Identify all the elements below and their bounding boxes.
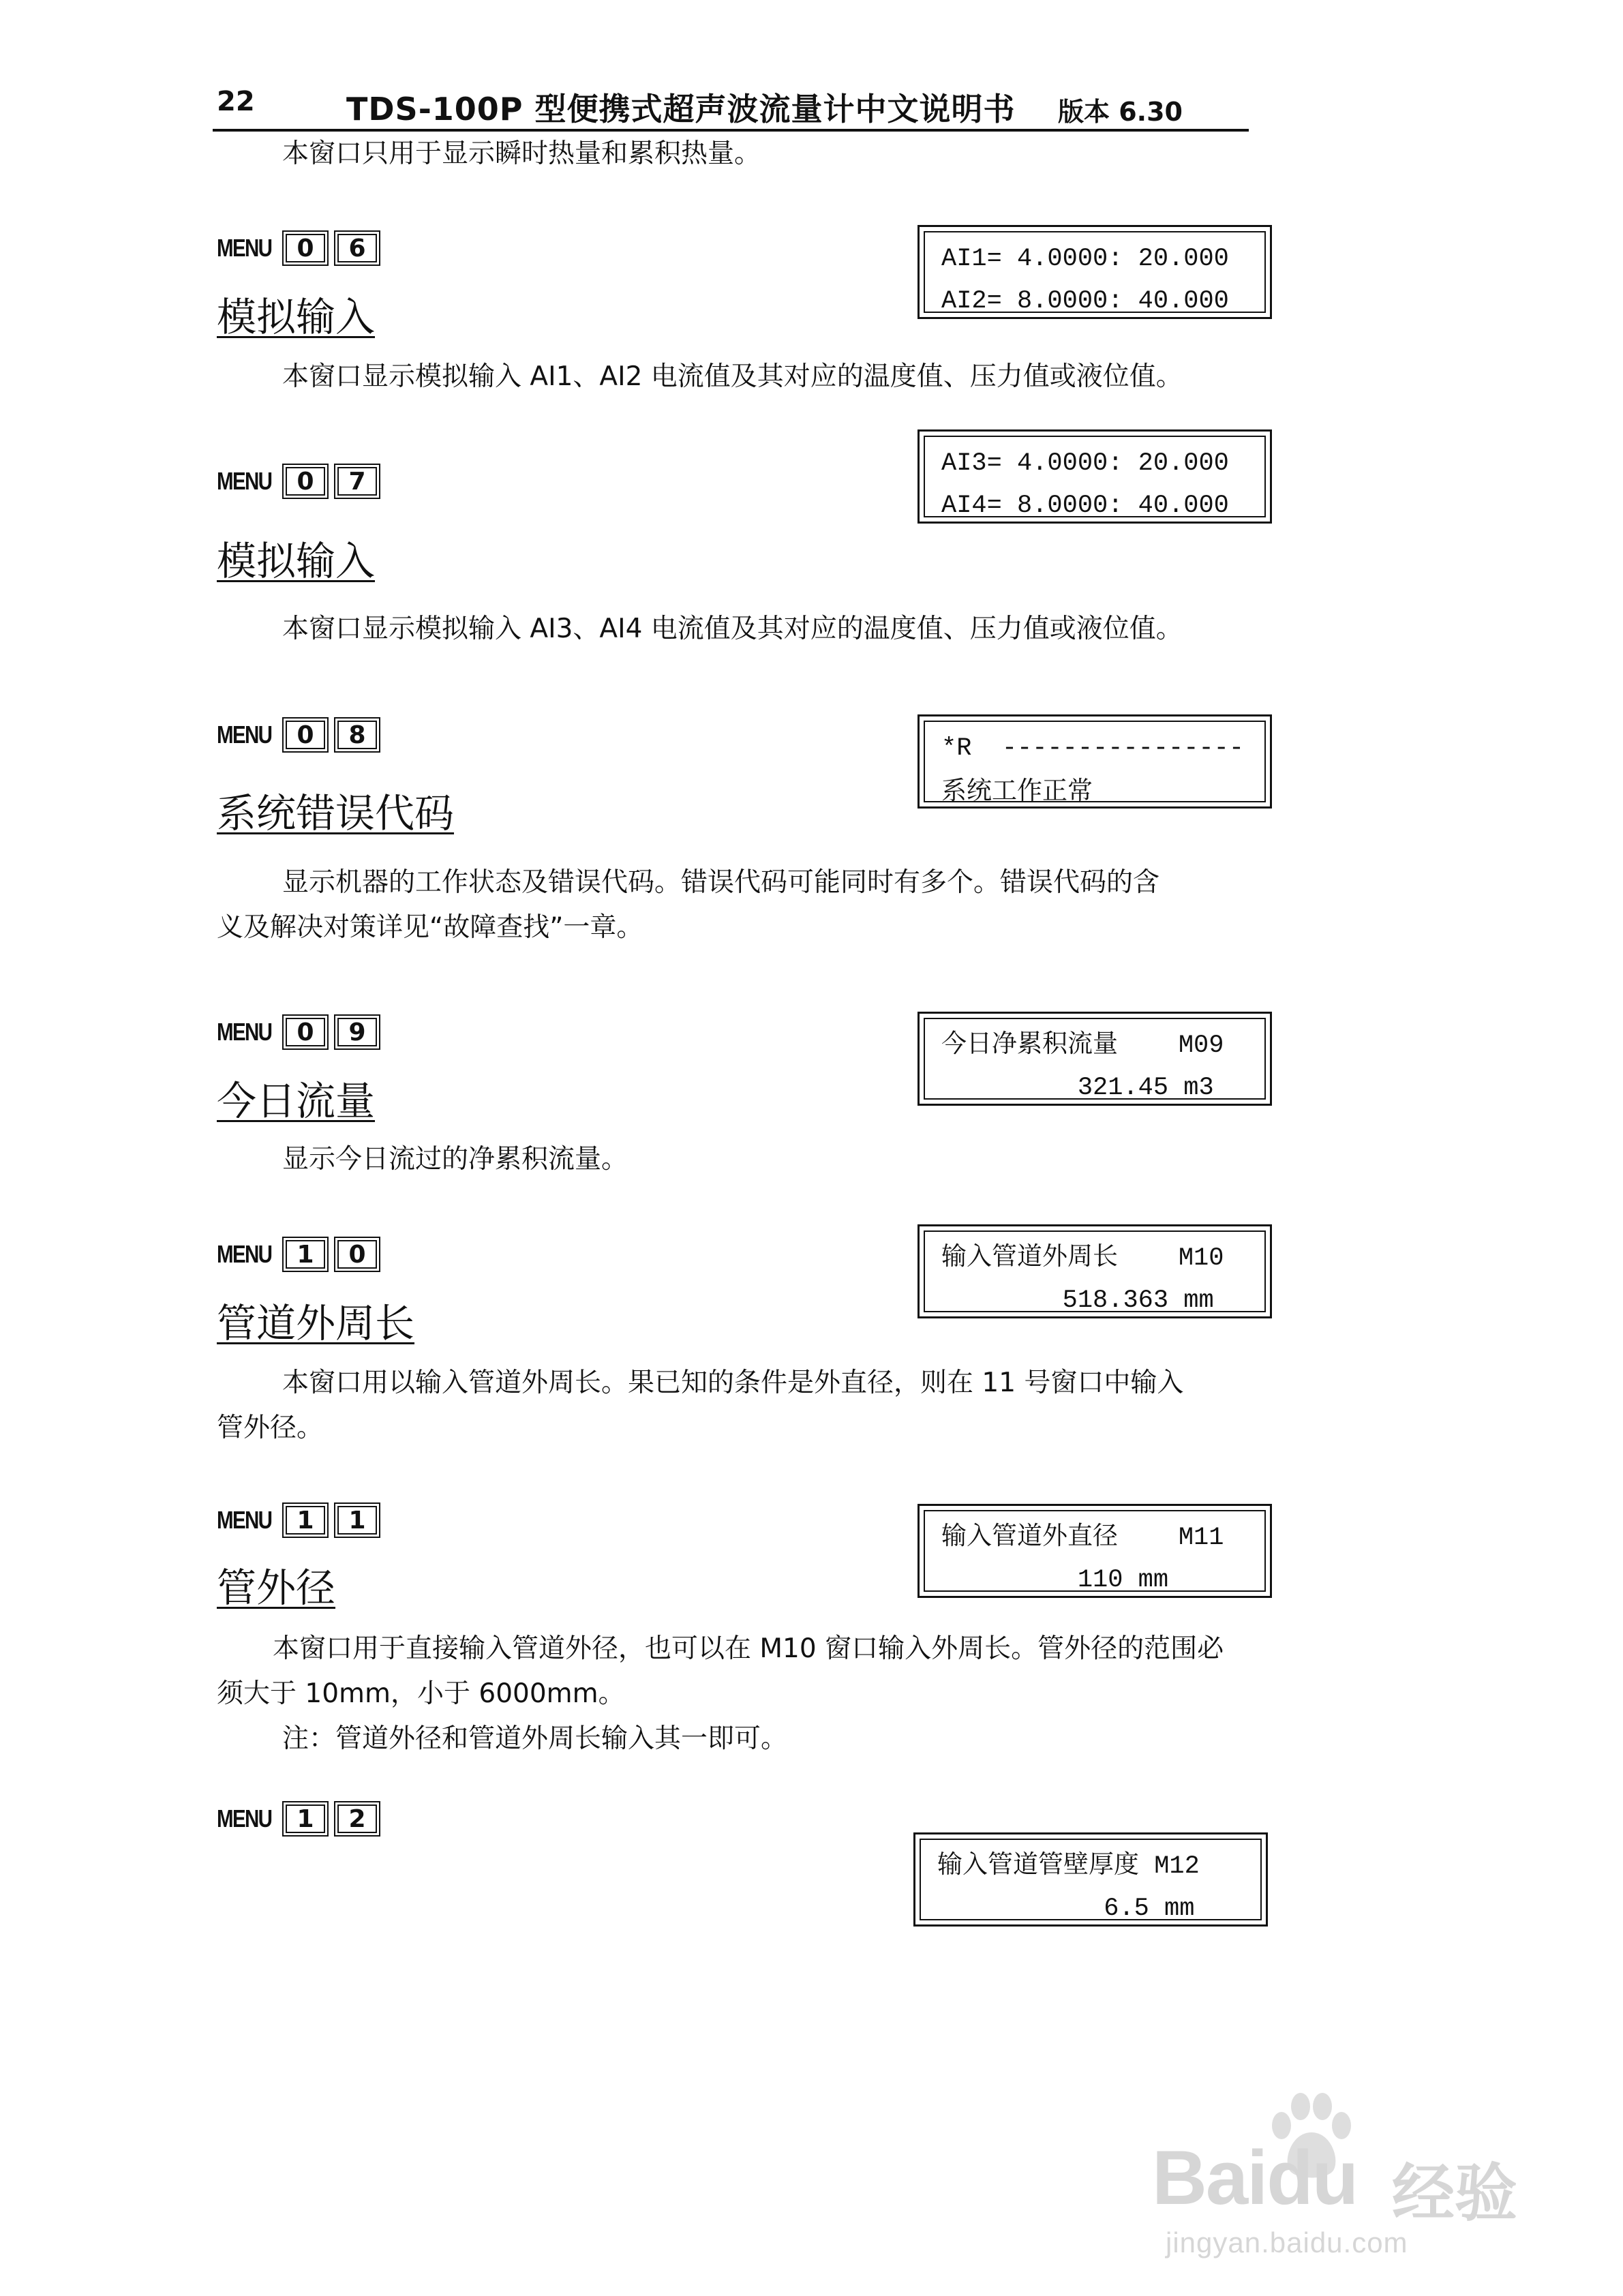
lcd-line: 110 mm — [941, 1566, 1169, 1595]
lcd-line: AI1= 4.0000: 20.000 — [941, 245, 1229, 273]
lcd-display — [917, 1012, 1272, 1106]
section-description: 管外径。 — [217, 1413, 324, 1443]
key-sequence-07 — [217, 464, 380, 500]
digit-key: 1 — [282, 1237, 329, 1272]
lcd-line: AI3= 4.0000: 20.000 — [941, 449, 1229, 478]
section-heading: 管外径 — [217, 1565, 336, 1611]
section-description: 须大于 10mm，小于 6000mm。 — [217, 1678, 625, 1709]
lcd-line: *R ---------------- — [941, 734, 1245, 763]
lcd-line: 518.363 mm — [941, 1286, 1214, 1315]
menu-key: MENU — [217, 1804, 272, 1832]
menu-key: MENU — [217, 467, 272, 495]
key-sequence-12 — [217, 1801, 380, 1838]
lcd-line: 系统工作正常 — [941, 776, 1093, 805]
lcd-line: 输入管道外周长 M10 — [941, 1244, 1224, 1273]
key-sequence-09 — [217, 1014, 380, 1051]
key-sequence-06 — [217, 230, 380, 267]
section-description: 义及解决对策详见“故障查找”一章。 — [217, 912, 643, 943]
key-sequence-08 — [217, 717, 380, 754]
watermark-brand-cn: 经验 — [1392, 2157, 1518, 2230]
lcd-line: 6.5 mm — [937, 1894, 1195, 1923]
digit-key: 2 — [334, 1801, 380, 1837]
section-heading: 系统错误代码 — [217, 790, 455, 836]
key-sequence-10 — [217, 1237, 380, 1273]
baidu-jingyan-watermark — [1152, 2086, 1561, 2263]
lcd-line: AI2= 8.0000: 40.000 — [941, 287, 1229, 316]
section-heading: 模拟输入 — [217, 538, 376, 584]
lcd-display — [917, 225, 1272, 319]
section-description: 本窗口用于直接输入管道外径，也可以在 M10 窗口输入外周长。管外径的范围必 — [273, 1633, 1224, 1664]
lcd-display — [917, 714, 1272, 809]
watermark-brand: Baidu — [1152, 2135, 1358, 2220]
section-heading: 管道外周长 — [217, 1300, 415, 1346]
section-note: 注：管道外径和管道外周长输入其一即可。 — [282, 1723, 788, 1754]
menu-key: MENU — [217, 1018, 272, 1046]
digit-key: 9 — [334, 1014, 380, 1050]
menu-key: MENU — [217, 721, 272, 749]
digit-key: 1 — [282, 1502, 329, 1538]
lcd-display — [917, 1504, 1272, 1598]
digit-key: 8 — [334, 717, 380, 753]
digit-key: 0 — [282, 464, 329, 499]
section-heading: 今日流量 — [217, 1078, 376, 1124]
digit-key: 6 — [334, 230, 380, 266]
digit-key: 1 — [282, 1801, 329, 1837]
lcd-line: 输入管道外直径 M11 — [941, 1524, 1224, 1552]
lcd-line: 今日净累积流量 M09 — [941, 1031, 1224, 1060]
section-description: 显示今日流过的净累积流量。 — [282, 1144, 628, 1175]
lcd-line: 321.45 m3 — [941, 1074, 1214, 1102]
section-description: 本窗口用以输入管道外周长。果已知的条件是外直径，则在 11 号窗口中输入 — [282, 1368, 1184, 1398]
digit-key: 0 — [282, 230, 329, 266]
lcd-display — [917, 1224, 1272, 1318]
watermark-url: jingyan.baidu.com — [1166, 2226, 1408, 2259]
menu-key: MENU — [217, 234, 272, 262]
lcd-line: AI4= 8.0000: 40.000 — [941, 492, 1229, 520]
section-description: 显示机器的工作状态及错误代码。错误代码可能同时有多个。错误代码的含 — [282, 867, 1160, 898]
intro-text: 本窗口只用于显示瞬时热量和累积热量。 — [282, 138, 761, 169]
section-description: 本窗口显示模拟输入 AI1、AI2 电流值及其对应的温度值、压力值或液位值。 — [282, 361, 1183, 392]
page-number: 22 — [217, 86, 255, 117]
digit-key: 0 — [282, 717, 329, 753]
digit-key: 0 — [334, 1237, 380, 1272]
menu-key: MENU — [217, 1506, 272, 1534]
lcd-display — [917, 429, 1272, 524]
document-version: 版本 6.30 — [1058, 97, 1183, 127]
digit-key: 7 — [334, 464, 380, 499]
lcd-display — [913, 1832, 1268, 1927]
key-sequence-11 — [217, 1502, 380, 1539]
digit-key: 1 — [334, 1502, 380, 1538]
lcd-line: 输入管道管壁厚度 M12 — [937, 1852, 1200, 1881]
digit-key: 0 — [282, 1014, 329, 1050]
menu-key: MENU — [217, 1240, 272, 1268]
document-title: TDS-100P 型便携式超声波流量计中文说明书 — [346, 91, 1016, 127]
section-description: 本窗口显示模拟输入 AI3、AI4 电流值及其对应的温度值、压力值或液位值。 — [282, 614, 1183, 644]
section-heading: 模拟输入 — [217, 294, 376, 340]
